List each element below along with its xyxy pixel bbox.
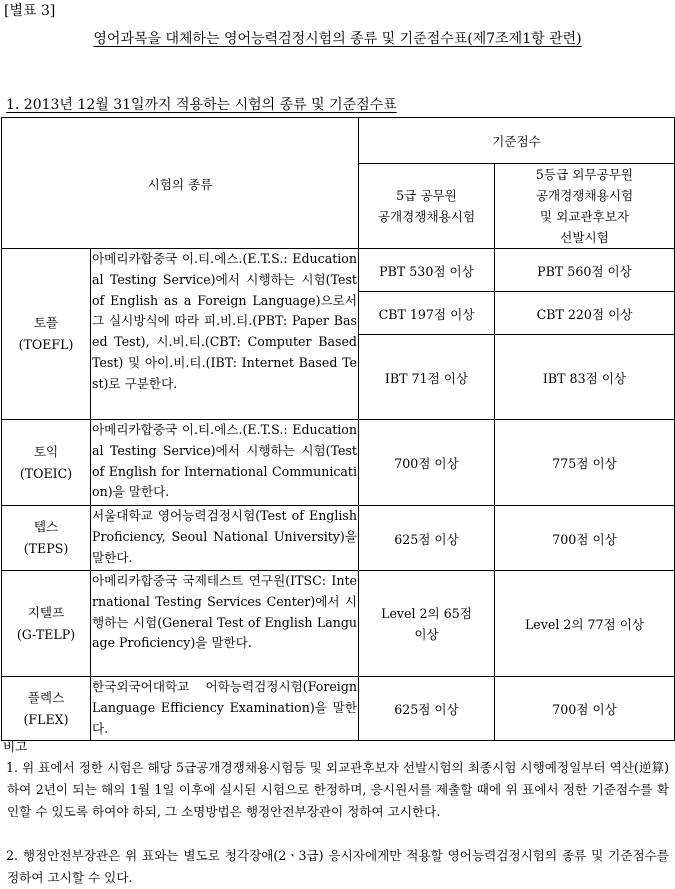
exam-name-ko: 토플 bbox=[33, 315, 59, 330]
score-foreign: CBT 220점 이상 bbox=[495, 292, 675, 335]
score-foreign: Level 2의 77점 이상 bbox=[495, 571, 675, 677]
header-foreign-line2: 공개경쟁채용시험 bbox=[535, 188, 634, 203]
header-foreign-line4: 선발시험 bbox=[560, 230, 609, 245]
exam-name-gtelp bbox=[2, 571, 91, 677]
exam-description: 아메리카합중국 국제테스트 연구원(ITSC: International Testing Services Center)에서 시행하는 시험(General Test of English Language Proficiency)을 말한다. bbox=[91, 571, 359, 677]
score-foreign: PBT 560점 이상 bbox=[495, 249, 675, 292]
table-row bbox=[2, 420, 675, 506]
header-grade5-line2: 공개경쟁채용시험 bbox=[377, 209, 476, 224]
exam-name-en: (TEPS) bbox=[23, 541, 69, 556]
score-foreign: 700점 이상 bbox=[495, 506, 675, 571]
exam-name-toefl bbox=[2, 249, 91, 420]
score-foreign: 775점 이상 bbox=[495, 420, 675, 506]
note-item: 2. 행정안전부장관은 위 표와는 별도로 청각장애(2ㆍ3급) 응시자에게만 적용할 영어능력검정시험의 종류 및 기준점수를 정하여 고시할 수 있다. bbox=[6, 848, 669, 885]
header-foreign-line3: 및 외교관후보자 bbox=[539, 209, 630, 224]
score-grade5: 700점 이상 bbox=[359, 420, 495, 506]
exam-name-ko: 플렉스 bbox=[27, 689, 65, 705]
exam-name-ko: 텝스 bbox=[33, 519, 59, 534]
exam-name-ko: 토익 bbox=[33, 443, 59, 459]
exam-name-flex bbox=[2, 677, 91, 741]
section-title: 1. 2013년 12월 31일까지 적용하는 시험의 종류 및 기준점수표 bbox=[6, 97, 397, 113]
score-foreign: IBT 83점 이상 bbox=[495, 335, 675, 420]
exam-description: 아메리카합중국 이.티.에스.(E.T.S.: Educational Testing Service)에서 시행하는 시험(Test of English for International Communication)을 말한다. bbox=[91, 420, 359, 506]
header-grade5-line1: 5급 공무원 bbox=[396, 188, 457, 203]
exam-name-teps bbox=[2, 506, 91, 571]
exam-name-en: (TOEIC) bbox=[19, 465, 73, 481]
score-foreign: 700점 이상 bbox=[495, 677, 675, 741]
score-grade5: PBT 530점 이상 bbox=[359, 249, 495, 292]
header-grade5 bbox=[359, 164, 495, 249]
note-item: 1. 위 표에서 정한 시험은 해당 5급공개경쟁채용시험등 및 외교관후보자 선발시험의 최종시험 시행예정일부터 역산(逆算)하여 2년이 되는 해의 1월 1일 이후에 실시된 시험으로 한정하며, 응시원서를 제출할 때에 위 표에서 정한 기준점수를 확인할 수 있도록 하여야 하되, 그 소명방법은 행정안전부장관이 정하여 고시한다. bbox=[6, 760, 669, 819]
notes-heading: 비고 bbox=[3, 739, 28, 754]
page-title: 영어과목을 대체하는 영어능력검정시험의 종류 및 기준점수표(제7조제1항 관련) bbox=[93, 31, 582, 47]
table-row bbox=[2, 506, 675, 571]
header-foreign bbox=[495, 164, 675, 249]
exam-name-en: (G-TELP) bbox=[16, 626, 76, 642]
exam-name-en: (TOEFL) bbox=[18, 337, 74, 352]
exam-name-ko: 지텔프 bbox=[27, 604, 65, 620]
table-row bbox=[2, 571, 675, 677]
exam-description: 아메리카합중국 이.티.에스.(E.T.S.: Educational Testing Service)에서 시행하는 시험(Test of English as a Foreign Language)으로서 그 실시방식에 따라 피.비.티.(PBT: Paper Based Test), 시.비.티.(CBT: Computer Based Test) 및 아이.비.티.(IBT: Internet Based Test)로 구분한다. bbox=[91, 249, 359, 420]
header-foreign-line1: 5등급 외무공무원 bbox=[535, 167, 634, 182]
score-grade5: IBT 71점 이상 bbox=[359, 335, 495, 420]
table-row bbox=[2, 677, 675, 741]
exam-description: 서울대학교 영어능력검정시험(Test of English Proficiency, Seoul National University)을 말한다. bbox=[91, 506, 359, 571]
header-exam-type: 시험의 종류 bbox=[2, 118, 359, 249]
exam-name-en: (FLEX) bbox=[23, 711, 69, 727]
score-grade5-line2: 이상 bbox=[414, 626, 439, 642]
exam-name-toeic bbox=[2, 420, 91, 506]
score-grade5: CBT 197점 이상 bbox=[359, 292, 495, 335]
score-grade5: 625점 이상 bbox=[359, 506, 495, 571]
score-table bbox=[1, 117, 675, 741]
annex-label: [별표 3] bbox=[4, 3, 56, 19]
score-grade5 bbox=[359, 571, 495, 677]
exam-description: 한국외국어대학교 어학능력검정시험(Foreign Language Efficiency Examination)을 말한다. bbox=[91, 677, 359, 741]
header-score: 기준점수 bbox=[359, 118, 675, 164]
table-row bbox=[2, 249, 675, 292]
score-grade5: 625점 이상 bbox=[359, 677, 495, 741]
score-grade5-line1: Level 2의 65점 bbox=[381, 605, 472, 621]
